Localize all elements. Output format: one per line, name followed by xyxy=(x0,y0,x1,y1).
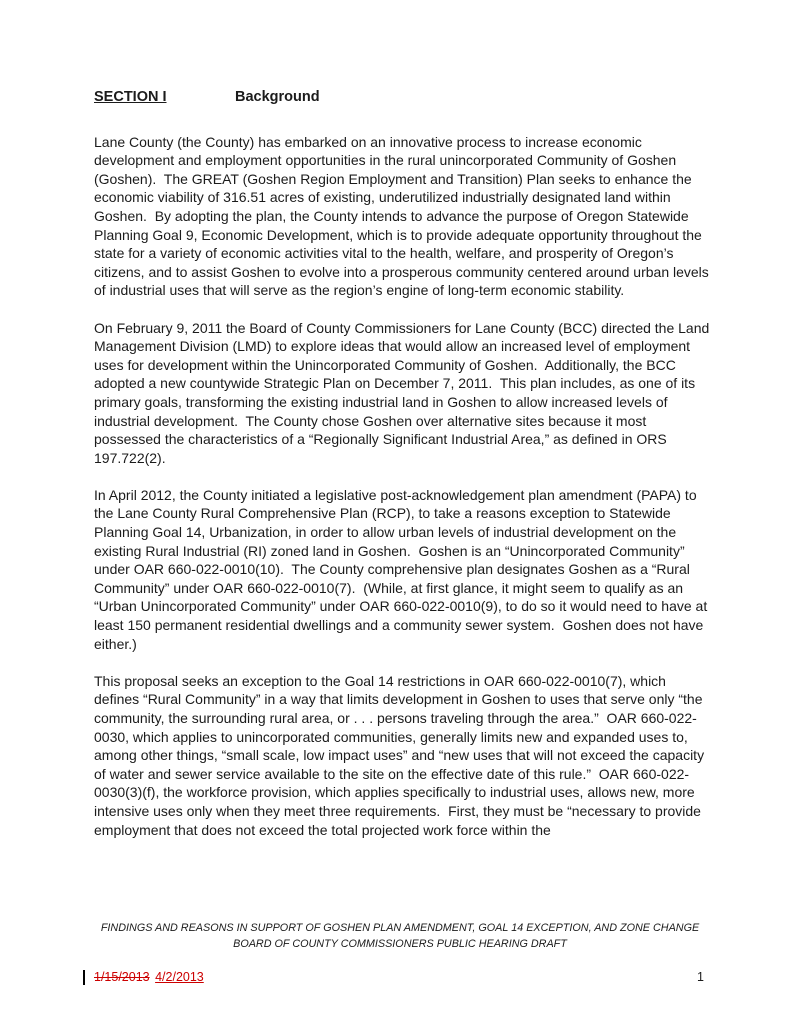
change-bar xyxy=(83,970,85,985)
paragraph-1: Lane County (the County) has embarked on an innovative process to increase economic development and employment opportunities in the rural unincorporated Community of Goshen (Goshen). The GREAT (Goshen Region Employment and Transition) Plan seeks to enhance the economic viability of 316.51 acres of existing, underutilized industrially designated land within Goshen. By adopting the plan, the County intends to advance the purpose of Oregon Statewide Planning Goal 9, Economic Development, which is to provide adequate opportunity throughout the state for a variety of economic activities vital to the health, welfare, and prosperity of Oregon’s citizens, and to assist Goshen to evolve into a prosperous community centered around urban levels of industrial uses that will serve as the region’s engine of long-term economic stability. xyxy=(94,133,713,299)
page-footer xyxy=(0,921,800,952)
document-body xyxy=(94,88,712,858)
paragraph-2: On February 9, 2011 the Board of County Commissioners for Lane County (BCC) directed the Land Management Division (LMD) to explore ideas that would allow an increased level of employment uses for development within the Unincorporated Community of Goshen. Additionally, the BCC adopted a new countywide Strategic Plan on December 7, 2011. This plan includes, as one of its primary goals, transforming the existing industrial land in Goshen to allow increased levels of industrial development. The County chose Goshen over alternative sites because it most possessed the characteristics of a “Regionally Significant Industrial Area,” as defined in ORS 197.722(2). xyxy=(94,319,714,466)
section-number-wrap xyxy=(94,88,235,107)
section-number: SECTION I xyxy=(94,89,167,105)
inserted-date: 4/2/2013 xyxy=(155,970,204,984)
footer-line-1: FINDINGS AND REASONS IN SUPPORT OF GOSHEN PLAN AMENDMENT, GOAL 14 EXCEPTION, AND ZONE CHANGE xyxy=(100,922,700,934)
footer-line-2: BOARD OF COUNTY COMMISSIONERS PUBLIC HEARING DRAFT xyxy=(233,937,567,950)
deleted-date: 1/15/2013 xyxy=(94,970,150,984)
section-heading xyxy=(94,88,712,107)
section-title: Background xyxy=(235,89,320,105)
page-number: 1 xyxy=(697,970,704,984)
paragraph-3: In April 2012, the County initiated a legislative post-acknowledgement plan amendment (PAPA) to the Lane County Rural Comprehensive Plan (RCP), to take a reasons exception to Statewide Planning Goal 14, Urbanization, in order to allow urban levels of industrial development on the existing Rural Industrial (RI) zoned land in Goshen. Goshen is an “Unincorporated Community” under OAR 660-022-0010(10). The County comprehensive plan designates Goshen as a “Rural Community” under OAR 660-022-0010(7). (While, at first glance, it might seem to qualify as an “Urban Unincorporated Community” under OAR 660-022-0010(9), to do so it would need to have at least 150 permanent residential dwellings and a community sewer system. Goshen does not have either.) xyxy=(94,486,712,652)
paragraph-4: This proposal seeks an exception to the Goal 14 restrictions in OAR 660-022-0010(7), which defines “Rural Community” in a way that limits development in Goshen to uses that serve only “the community, the surrounding rural area, or . . . persons traveling through the area.” OAR 660-022-0030, which applies to unincorporated communities, generally limits new and expanded uses to, among other things, “small scale, low impact uses” and “new uses that will not exceed the capacity of water and sewer service available to the site on the effective date of this rule.” OAR 660-022-0030(3)(f), the workforce provision, which applies specifically to industrial uses, allows new, more intensive uses only when they meet three requirements. First, they must be “necessary to provide employment that does not exceed the total projected work force within the xyxy=(94,672,708,838)
revision-dates xyxy=(94,969,204,985)
